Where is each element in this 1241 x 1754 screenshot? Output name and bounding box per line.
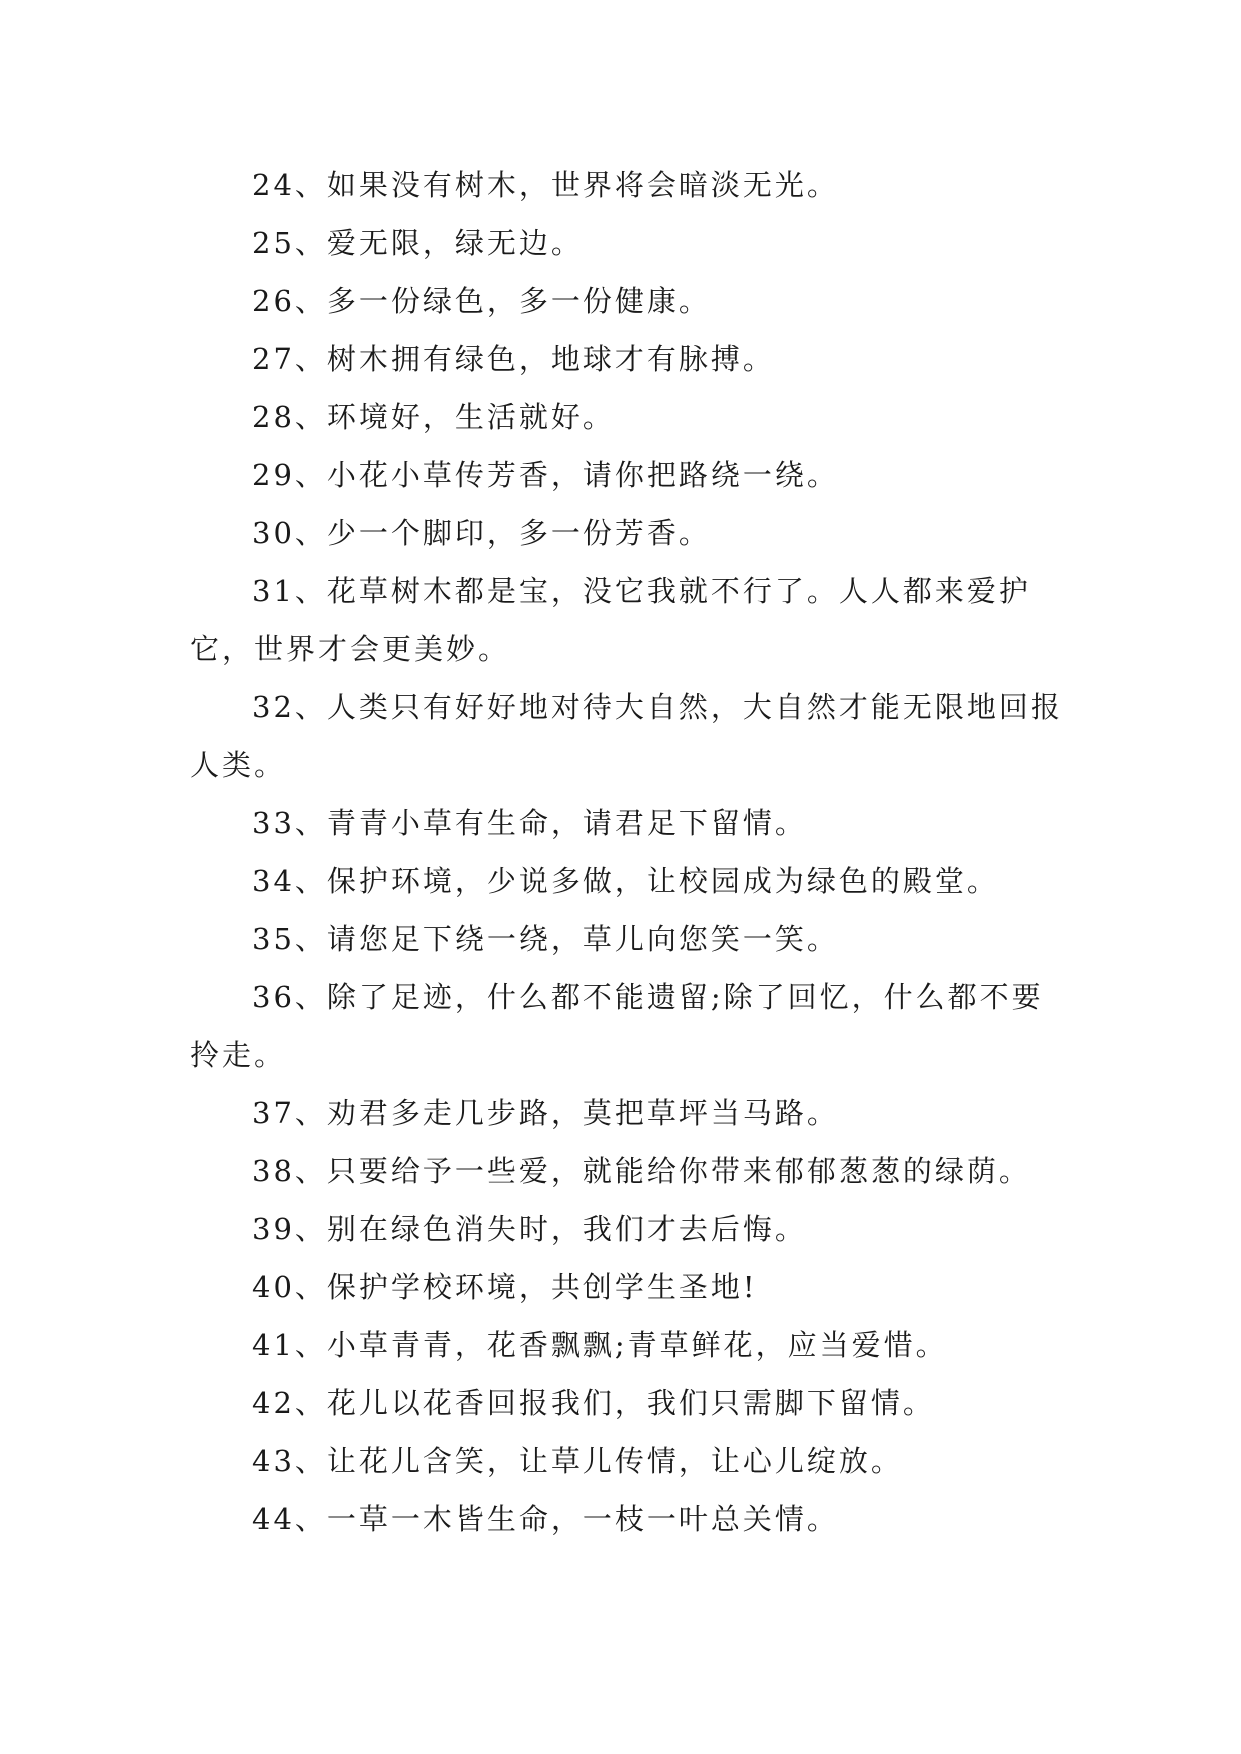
paragraph-27: 27、树木拥有绿色，地球才有脉搏。 bbox=[252, 342, 775, 376]
paragraph-37: 37、劝君多走几步路，莫把草坪当马路。 bbox=[252, 1096, 839, 1130]
document-body bbox=[190, 156, 1070, 1548]
paragraph-44: 44、一草一木皆生命，一枝一叶总关情。 bbox=[252, 1502, 839, 1536]
paragraph-33: 33、青青小草有生命，请君足下留情。 bbox=[252, 806, 807, 840]
paragraph-36: 36、除了足迹，什么都不能遗留;除了回忆，什么都不要拎走。 bbox=[190, 980, 1044, 1072]
paragraph-40: 40、保护学校环境，共创学生圣地! bbox=[252, 1270, 758, 1304]
paragraph-31: 31、花草树木都是宝，没它我就不行了。人人都来爱护它，世界才会更美妙。 bbox=[190, 574, 1031, 666]
paragraph-41: 41、小草青青，花香飘飘;青草鲜花，应当爱惜。 bbox=[252, 1328, 948, 1362]
paragraph-24: 24、如果没有树木，世界将会暗淡无光。 bbox=[252, 168, 839, 202]
paragraph-42: 42、花儿以花香回报我们，我们只需脚下留情。 bbox=[252, 1386, 935, 1420]
paragraph-25: 25、爱无限，绿无边。 bbox=[252, 226, 583, 260]
paragraph-26: 26、多一份绿色，多一份健康。 bbox=[252, 284, 711, 318]
paragraph-38: 38、只要给予一些爱，就能给你带来郁郁葱葱的绿荫。 bbox=[252, 1154, 1031, 1188]
paragraph-29: 29、小花小草传芳香，请你把路绕一绕。 bbox=[252, 458, 839, 492]
paragraph-43: 43、让花儿含笑，让草儿传情，让心儿绽放。 bbox=[252, 1444, 903, 1478]
paragraph-34: 34、保护环境，少说多做，让校园成为绿色的殿堂。 bbox=[252, 864, 999, 898]
paragraph-28: 28、环境好，生活就好。 bbox=[252, 400, 615, 434]
paragraph-32: 32、人类只有好好地对待大自然，大自然才能无限地回报人类。 bbox=[190, 690, 1063, 782]
paragraph-39: 39、别在绿色消失时，我们才去后悔。 bbox=[252, 1212, 807, 1246]
paragraph-35: 35、请您足下绕一绕，草儿向您笑一笑。 bbox=[252, 922, 839, 956]
paragraph-30: 30、少一个脚印，多一份芳香。 bbox=[252, 516, 711, 550]
